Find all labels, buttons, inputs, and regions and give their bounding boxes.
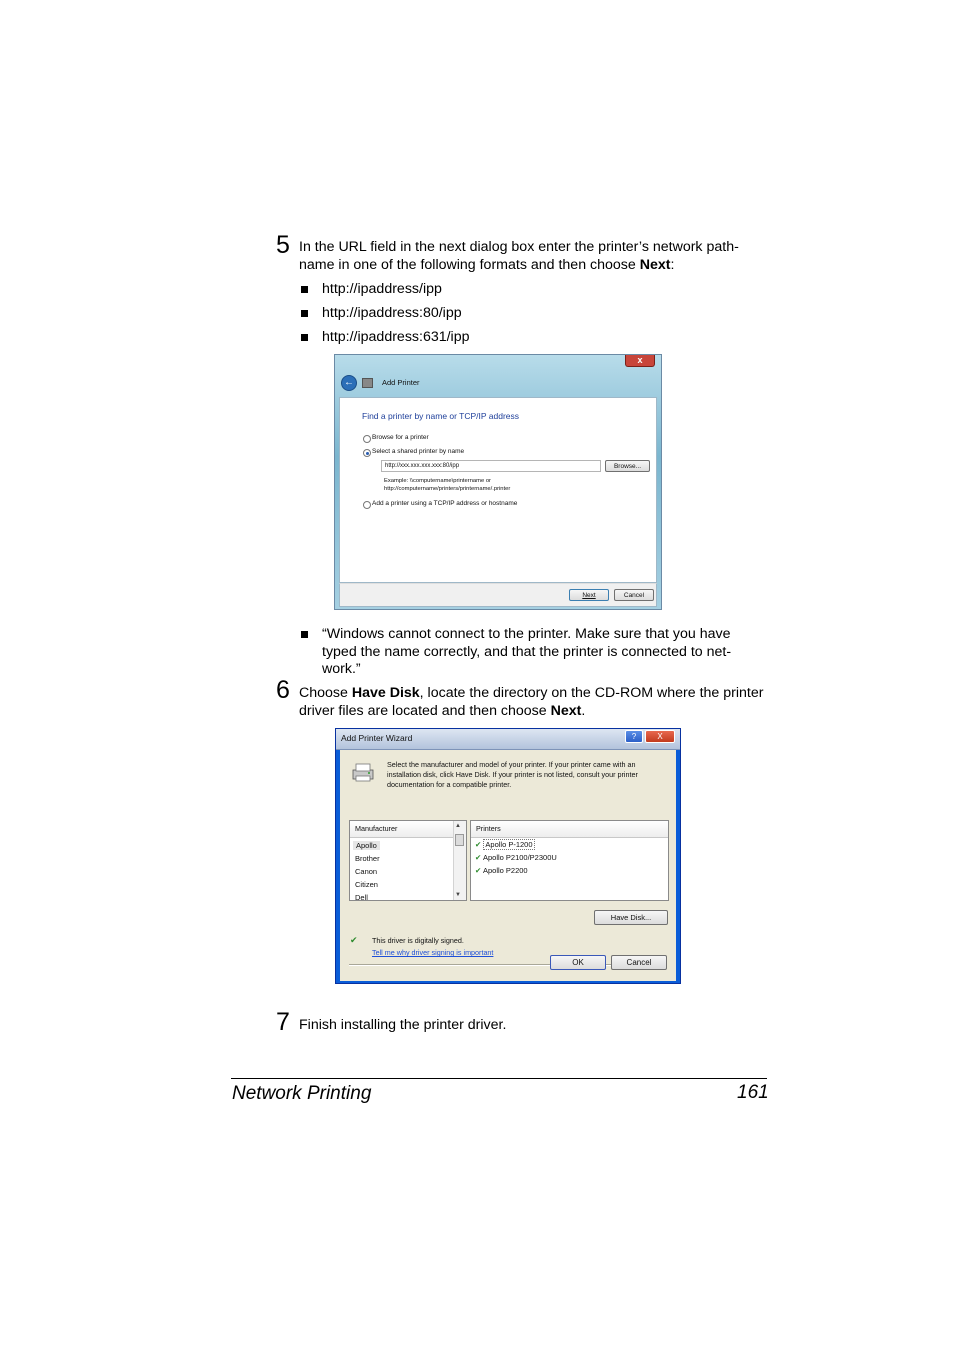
step-6-text-a: Choose: [299, 685, 352, 701]
back-arrow-icon[interactable]: ←: [341, 375, 357, 391]
printer-item[interactable]: [475, 840, 535, 849]
format-bullet-1: [322, 281, 442, 299]
radio-browse[interactable]: [363, 435, 371, 443]
option-browse-label: Browse for a printer: [372, 434, 429, 441]
next-bold: Next: [639, 257, 671, 273]
bullet-square-icon: [301, 631, 308, 638]
wizard-titlebar: [336, 729, 680, 750]
error-message-bullet: [322, 626, 731, 679]
scroll-down-icon[interactable]: ▼: [455, 892, 461, 898]
have-disk-bold: Have Disk: [351, 685, 420, 701]
have-disk-button[interactable]: Have Disk...: [594, 910, 668, 925]
bullet-square-icon: [301, 334, 308, 341]
footer-section-title: Network Printing: [232, 1083, 372, 1104]
scroll-up-icon[interactable]: ▲: [455, 823, 461, 829]
manufacturer-item[interactable]: Brother: [355, 854, 380, 863]
error-line-1: “Windows cannot connect to the printer. Make sure that you have: [322, 626, 731, 642]
printer-name: Apollo P2100/P2300U: [482, 853, 557, 862]
error-line-2: typed the name correctly, and that the printer is connected to net-: [322, 643, 732, 660]
colon: :: [670, 257, 675, 273]
wizard-description: Select the manufacturer and model of your printer. If your printer came with an installation disk, click Have Disk. If your printer is not listed, consult your printer documentation for a compatible printer.: [387, 760, 638, 789]
printers-header[interactable]: Printers: [471, 821, 668, 838]
browse-button[interactable]: Browse...: [605, 460, 650, 472]
format-text: http://ipaddress:80/ipp: [322, 305, 462, 321]
dialog-footer: [339, 583, 657, 607]
step-6-line-2: [299, 702, 763, 720]
format-text: http://ipaddress:631/ipp: [322, 329, 470, 345]
cancel-button[interactable]: Cancel: [614, 589, 654, 601]
dialog-title: Add Printer: [382, 378, 420, 387]
option-shared-label: Select a shared printer by name: [372, 448, 465, 455]
manufacturer-item[interactable]: Dell: [355, 893, 368, 901]
printer-item[interactable]: [475, 853, 557, 862]
ok-button[interactable]: OK: [550, 955, 606, 970]
radio-tcpip[interactable]: [363, 501, 371, 509]
option-tcpip-label: Add a printer using a TCP/IP address or hostname: [372, 500, 518, 507]
signed-driver-icon: ✔: [475, 840, 482, 849]
step-6-text-c: driver files are located and then choose: [299, 703, 551, 719]
footer-rule: [231, 1078, 767, 1079]
next-bold: Next: [550, 703, 582, 719]
signed-driver-icon: ✔: [475, 866, 482, 875]
help-icon[interactable]: ?: [625, 730, 643, 743]
manufacturer-item[interactable]: Apollo: [353, 841, 380, 850]
step-5-text: [299, 238, 739, 274]
bullet-square-icon: [301, 310, 308, 317]
signed-driver-icon: ✔: [475, 853, 482, 862]
printer-icon: [362, 378, 373, 388]
step-7-number: 7: [276, 1008, 290, 1036]
step-5-line-2: [299, 256, 739, 274]
radio-shared[interactable]: [363, 449, 371, 457]
driver-signing-link[interactable]: Tell me why driver signing is important: [372, 948, 494, 957]
step-6-line-1: [299, 684, 763, 702]
scroll-thumb[interactable]: [455, 834, 464, 846]
step-5-line-2-text: name in one of the following formats and then choose: [299, 257, 640, 273]
cancel-button[interactable]: Cancel: [611, 955, 667, 970]
example-line-2: http://computername/printers/printername/.printer: [384, 485, 511, 492]
manufacturer-scrollbar[interactable]: [453, 821, 466, 900]
add-printer-wizard-screenshot: [335, 728, 681, 984]
period: .: [581, 703, 586, 719]
bullet-square-icon: [301, 286, 308, 293]
step-5-number: 5: [276, 231, 290, 259]
format-bullet-2: [322, 305, 462, 323]
printer-name: Apollo P-1200: [485, 840, 533, 849]
url-input[interactable]: http://xxx.xxx.xxx.xxx:80/ipp: [381, 460, 601, 472]
signed-text: This driver is digitally signed.: [372, 936, 464, 945]
manufacturer-item[interactable]: Citizen: [355, 880, 378, 889]
page-number: 161: [737, 1082, 769, 1103]
close-icon[interactable]: X: [645, 730, 675, 743]
close-icon[interactable]: x: [625, 355, 655, 367]
step-6-number: 6: [276, 676, 290, 704]
signed-driver-icon: ✔: [350, 935, 358, 945]
step-7-text: Finish installing the printer driver.: [299, 1017, 507, 1033]
format-bullet-3: [322, 329, 470, 347]
manufacturer-item[interactable]: Canon: [355, 867, 378, 876]
add-printer-dialog-screenshot: [334, 354, 662, 610]
example-text: [384, 478, 510, 493]
wizard-title: Add Printer Wizard: [341, 733, 413, 743]
printer-wizard-icon: [350, 762, 376, 782]
wizard-body: [340, 750, 676, 981]
step-5-line-1: In the URL field in the next dialog box enter the printer’s network path-: [299, 239, 739, 255]
dialog-content: [339, 397, 657, 583]
error-line-3: work.”: [322, 661, 361, 677]
manufacturer-header[interactable]: Manufacturer: [350, 821, 466, 838]
example-line-1: Example: \\computername\printername or: [384, 478, 491, 484]
printer-item[interactable]: [475, 866, 528, 875]
format-text: http://ipaddress/ipp: [322, 281, 442, 297]
step-6-text: [299, 684, 763, 720]
dialog-heading: Find a printer by name or TCP/IP address: [362, 411, 520, 421]
printer-name: Apollo P2200: [482, 866, 528, 875]
manufacturer-list[interactable]: [349, 820, 467, 901]
step-6-text-b: , locate the directory on the CD-ROM where the printer: [419, 685, 764, 701]
printers-list[interactable]: [470, 820, 669, 901]
next-button[interactable]: Next: [569, 589, 609, 601]
